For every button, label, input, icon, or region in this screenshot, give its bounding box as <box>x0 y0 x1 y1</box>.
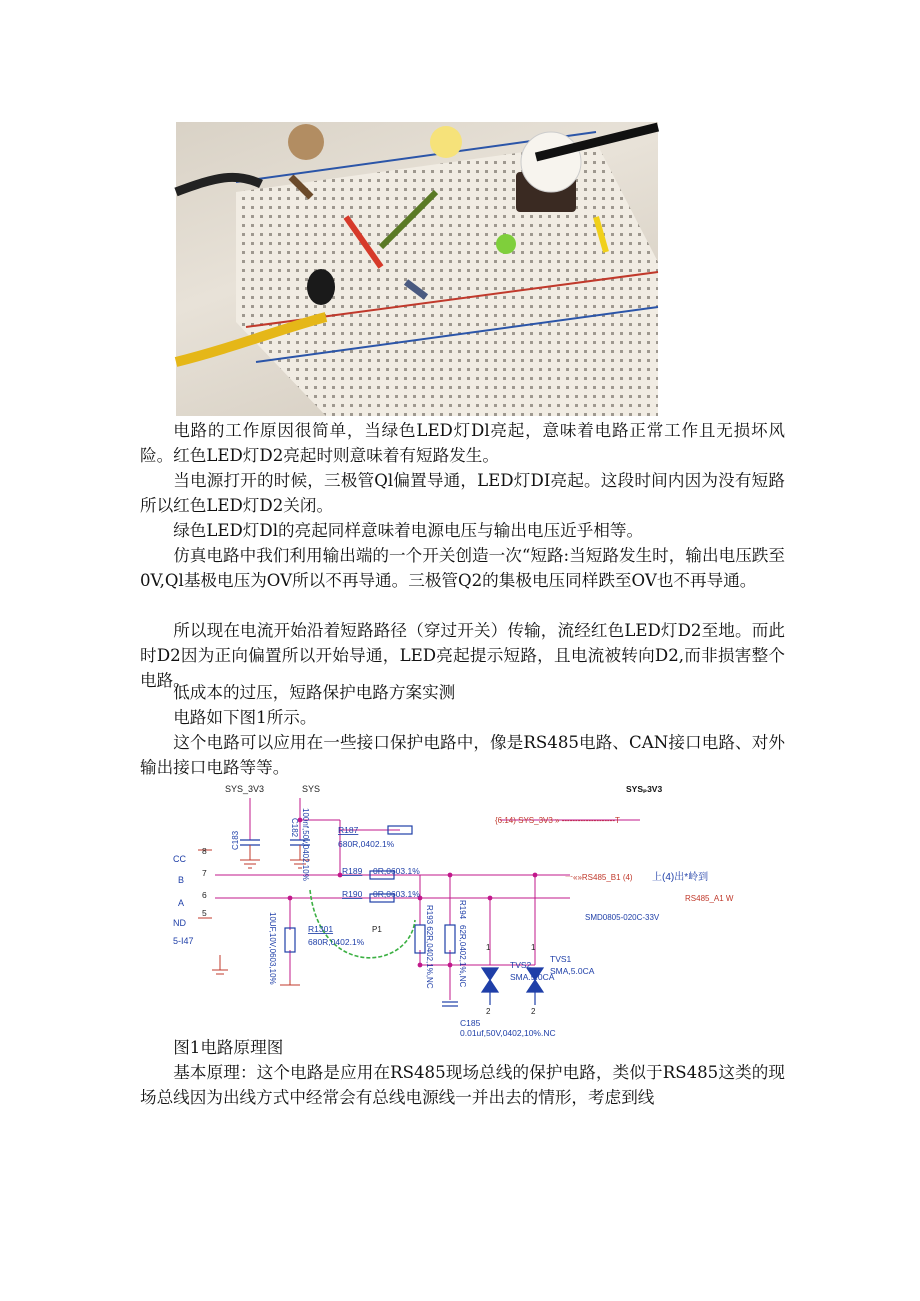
rs485-a-label: RS485_A1 W <box>685 894 734 903</box>
r187-label: R187 <box>338 825 359 835</box>
paragraph-3: 绿色LED灯Dl的亮起同样意味着电源电压与输出电压近乎相等。 <box>173 521 644 540</box>
pin-label-nd: ND <box>173 918 186 928</box>
circuit-schematic <box>170 780 740 1038</box>
tvs1-label: TVS1 <box>550 954 572 964</box>
r190-label: R190 <box>342 889 363 899</box>
r190-value: 0R,0603.1% <box>373 889 420 899</box>
r189-value: 0R,0603.1% <box>373 866 420 876</box>
section-heading: 低成本的过压，短路保护电路方案实测 <box>173 683 456 702</box>
paragraph-6: 电路如下图1所示。 <box>173 708 317 727</box>
paragraph-5: 所以现在电流开始沿着短路路径（穿过开关）传输，流经红色LED灯D2至地。而此时D2因为正向偏置所以开始导通，LED亮起提示短路，且电流被转向D2,而非损害整个电路。 <box>140 621 785 690</box>
r194-label: R194 <box>458 900 467 920</box>
c185-label: C185 <box>460 1018 481 1028</box>
pin-number-7: 7 <box>202 868 207 878</box>
tvs2-pin2: 2 <box>486 1007 491 1016</box>
p1-label: P1 <box>372 925 382 934</box>
pin-number-6: 6 <box>202 890 207 900</box>
tvs2-pin1: 1 <box>486 943 491 952</box>
paragraph-2: 当电源打开的时候，三极管Ql偏置导通，LED灯DI亮起。这段时间内因为没有短路所以红色LED灯D2关闭。 <box>140 471 785 515</box>
tvs1-value: SMA,5.0CA <box>550 966 595 976</box>
pin-label-b: B <box>178 875 185 885</box>
paragraph-7: 这个电路可以应用在一些接口保护电路中，像是RS485电路、CAN接口电路、对外输出接口电路等等。 <box>140 733 785 777</box>
c183-value <box>268 912 277 985</box>
r1301-value: 680R,0402.1% <box>308 937 365 947</box>
rs485-b-right-label: 上(4)出*岭到 <box>652 872 709 883</box>
paragraph-1: 电路的工作原因很简单，当绿色LED灯Dl亮起，意味着电路正常工作且无损坏风险。红色LED灯D2亮起时则意味着有短路发生。 <box>140 421 785 465</box>
net-sys3v3-left: SYS_3V3 <box>225 784 265 794</box>
net-ref-label: {6.14) SYS_3V3 » --------------------T <box>495 816 620 825</box>
r187-value: 680R,0402.1% <box>338 839 395 849</box>
breadboard-illustration <box>176 122 658 416</box>
tvs2-value: SMA.5.0CA <box>510 972 555 982</box>
r189-label: R189 <box>342 866 363 876</box>
paragraph-4: 仿真电路中我们利用输出端的一个开关创造一次“短路:当短路发生时，输出电压跌至0V,Ql基极电压为OV所以不再导通。三极管Q2的集极电压同样跌至OV也不再导通。 <box>140 546 785 590</box>
r193-label: R193 62R,0402,1%,NC <box>425 905 434 989</box>
connector-label: 5-I47 <box>173 936 194 946</box>
pin-number-5: 5 <box>202 908 207 918</box>
pin-number-8: 8 <box>202 846 207 856</box>
breadboard-photo <box>176 122 658 416</box>
c185-value: 0.01uf,50V,0402,10%.NC <box>460 1028 556 1038</box>
smd-label: SMD0805-020C-33V <box>585 913 660 922</box>
tvs1-pin1: 1 <box>531 943 536 952</box>
tvs2-label: TVS2 <box>510 960 532 970</box>
c183-value-text: 10UF,10V,0603,10% <box>268 912 277 985</box>
net-sys3v3-right: SYSₚ3V3 <box>626 784 663 794</box>
c182-label: C182 <box>290 818 299 838</box>
pin-label-cc: CC <box>173 854 186 864</box>
tvs1-pin2: 2 <box>531 1007 536 1016</box>
paragraph-8: 基本原理：这个电路是应用在RS485现场总线的保护电路，类似于RS485这类的现场总线因为出线方式中经常会有总线电源线一并出去的情形，考虑到线 <box>140 1063 785 1107</box>
c183-label: C183 <box>231 830 240 850</box>
rs485-b-label: 一«»RS485_B1 (4) <box>565 873 633 882</box>
r194-value: 62R,0402,1%,NC <box>458 925 467 988</box>
r1301-label: R1301 <box>308 924 334 934</box>
figure-caption: 图1电路原理图 <box>173 1038 284 1057</box>
pin-label-a: A <box>178 898 185 908</box>
net-sys-left: SYS <box>302 784 321 794</box>
c182-value: 100nf,50v,0402,10% <box>301 808 310 881</box>
